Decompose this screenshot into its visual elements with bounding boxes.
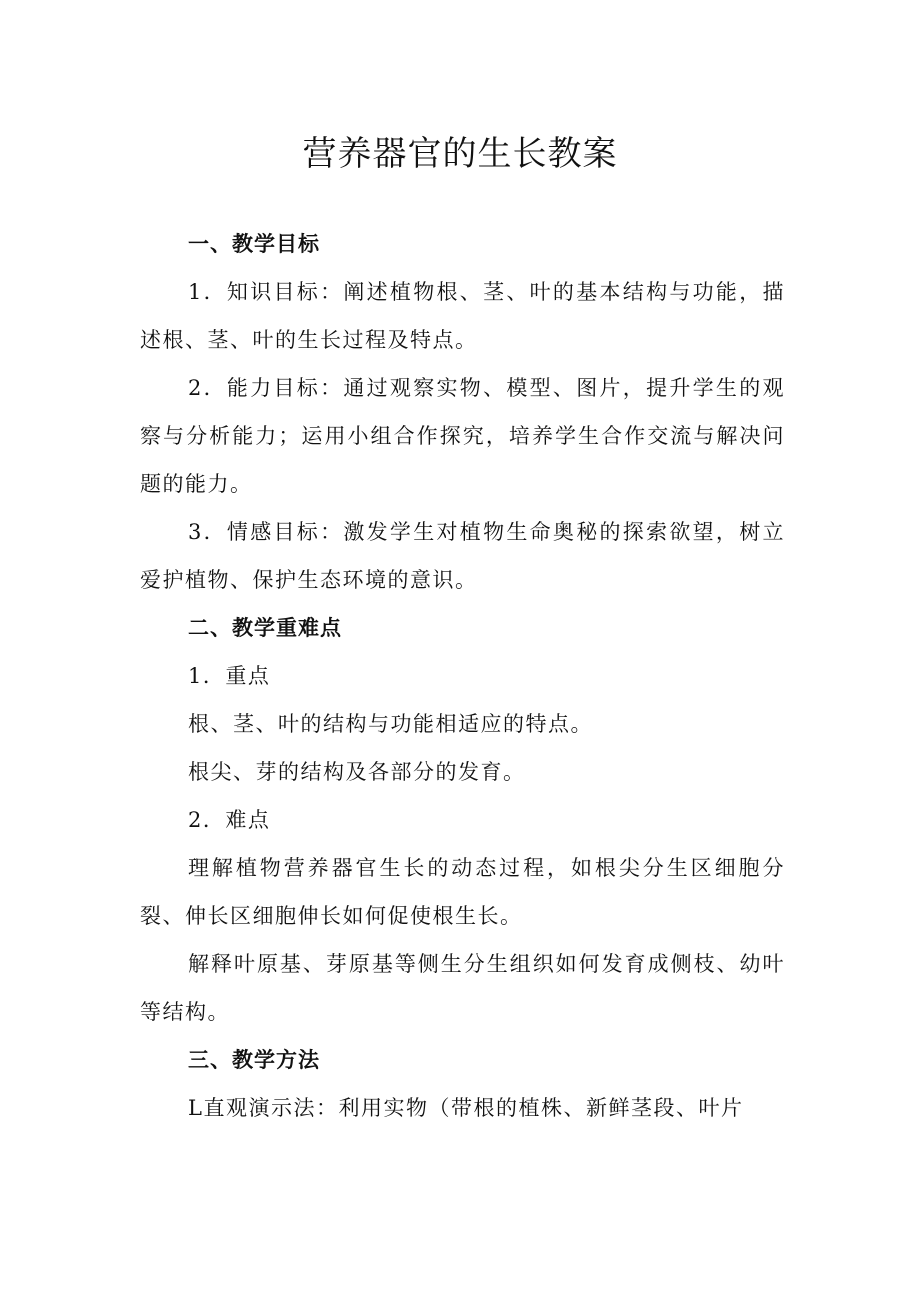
- paragraph: 2．难点: [188, 808, 271, 832]
- section-teaching-methods: [140, 1036, 785, 1132]
- section-heading: 二、教学重难点: [188, 616, 342, 640]
- paragraph: 1．重点: [188, 664, 271, 688]
- paragraph: 解释叶原基、芽原基等侧生分生组织如何发育成侧枝、幼叶等结构。: [140, 952, 785, 1024]
- section-heading: 三、教学方法: [188, 1048, 320, 1072]
- paragraph: 根、茎、叶的结构与功能相适应的特点。: [188, 712, 593, 736]
- paragraph: 3．情感目标：激发学生对植物生命奥秘的探索欲望，树立爱护植物、保护生态环境的意识。: [140, 520, 785, 592]
- document-body: [140, 220, 785, 1132]
- paragraph: 根尖、芽的结构及各部分的发育。: [188, 760, 526, 784]
- section-teaching-goals: [140, 220, 785, 604]
- document-title: 营养器官的生长教案: [302, 134, 618, 174]
- section-key-points: [140, 604, 785, 1036]
- paragraph: L直观演示法：利用实物（带根的植株、新鲜茎段、叶片: [188, 1096, 744, 1120]
- paragraph: 1．知识目标：阐述植物根、茎、叶的基本结构与功能，描述根、茎、叶的生长过程及特点。: [140, 280, 785, 352]
- paragraph: 2．能力目标：通过观察实物、模型、图片，提升学生的观察与分析能力；运用小组合作探究，培养学生合作交流与解决问题的能力。: [140, 376, 785, 496]
- section-heading: 一、教学目标: [188, 232, 320, 256]
- paragraph: 理解植物营养器官生长的动态过程，如根尖分生区细胞分裂、伸长区细胞伸长如何促使根生长。: [140, 856, 785, 928]
